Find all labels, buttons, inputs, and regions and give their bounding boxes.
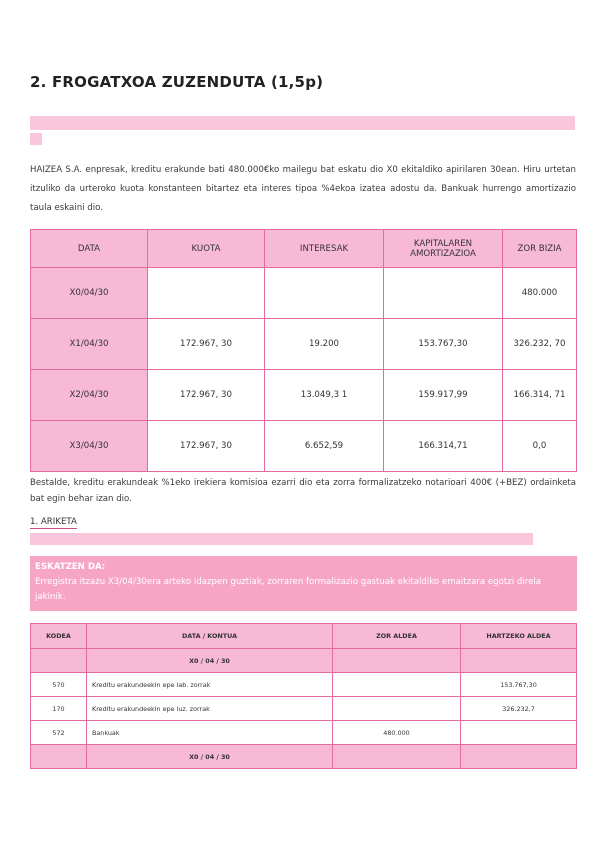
account-name: Kreditu erakundeekin epe luz. zorrak	[87, 697, 333, 721]
highlight-bar	[30, 116, 575, 130]
table-row	[31, 649, 577, 673]
exercise-label	[30, 517, 77, 527]
account-code: 572	[31, 721, 87, 745]
row-date: X2/04/30	[31, 370, 148, 421]
table-row	[31, 421, 577, 472]
debit-amount	[333, 697, 461, 721]
column-header: ZOR BIZIA	[503, 230, 577, 268]
cell-kuota: 172.967, 30	[148, 421, 265, 472]
intro-paragraph: HAIZEA S.A. enpresak, kreditu erakunde bati 480.000€ko mailegu bat eskatu dio X0 ekitaldiko apirilaren 30ean. Hiru urtetan itzuliko da urteroko kuota konstanteen bitartez eta interes tipoa %4ekoa izatea adostu da. Bankuak hurrengo amortizazio taula eskaini dio.	[30, 165, 576, 213]
column-header: HARTZEKO ALDEA	[461, 624, 577, 649]
column-header: ZOR ALDEA	[333, 624, 461, 649]
page-title: 2. FROGATXOA ZUZENDUTA (1,5p)	[30, 73, 324, 91]
account-name: Kreditu erakundeekin epe lab. zorrak	[87, 673, 333, 697]
commission-paragraph: Bestalde, kreditu erakundeak %1eko irekiera komisioa ezarri dio eta zorra formalizatzeko notarioari 400€ (+BEZ) ordainketa bat egin behar izan dio.	[30, 478, 576, 504]
journal-table	[30, 623, 577, 769]
row-date: X1/04/30	[31, 319, 148, 370]
credit-amount: 153.767,30	[461, 673, 577, 697]
entry-date: X0 / 04 / 30	[87, 745, 333, 769]
cell-kuota: 172.967, 30	[148, 319, 265, 370]
credit-amount	[461, 721, 577, 745]
cell-zor-bizia: 166.314, 71	[503, 370, 577, 421]
cell-interesak: 6.652,59	[265, 421, 384, 472]
debit-amount: 480.000	[333, 721, 461, 745]
highlight-square	[30, 133, 42, 145]
account-code: 170	[31, 697, 87, 721]
cell-kuota	[148, 268, 265, 319]
cell-amortizazioa: 153.767,30	[384, 319, 503, 370]
cell-amortizazioa	[384, 268, 503, 319]
row-date: X0/04/30	[31, 268, 148, 319]
column-header: DATA	[31, 230, 148, 268]
cell-interesak: 13.049,3 1	[265, 370, 384, 421]
table-row	[31, 370, 577, 421]
debit-amount	[333, 673, 461, 697]
table-row	[31, 745, 577, 769]
cell-interesak	[265, 268, 384, 319]
cell-zor-bizia: 0,0	[503, 421, 577, 472]
task-heading: ESKATZEN DA:	[35, 562, 106, 572]
table-row	[31, 721, 577, 745]
account-code: 570	[31, 673, 87, 697]
table-row	[31, 697, 577, 721]
cell-amortizazioa: 159.917,99	[384, 370, 503, 421]
exercise-label-text: 1. ARIKETA	[30, 517, 77, 527]
amortization-table	[30, 229, 577, 472]
cell-zor-bizia: 326.232, 70	[503, 319, 577, 370]
highlight-bar	[30, 533, 533, 545]
table-row	[31, 268, 577, 319]
table-row	[31, 673, 577, 697]
cell-zor-bizia: 480.000	[503, 268, 577, 319]
cell-kuota: 172.967, 30	[148, 370, 265, 421]
table-header-row	[31, 230, 577, 268]
column-header: KODEA	[31, 624, 87, 649]
column-header: KUOTA	[148, 230, 265, 268]
entry-date: X0 / 04 / 30	[87, 649, 333, 673]
account-name: Bankuak	[87, 721, 333, 745]
column-header: KAPITALAREN AMORTIZAZIOA	[384, 230, 503, 268]
row-date: X3/04/30	[31, 421, 148, 472]
cell-amortizazioa: 166.314,71	[384, 421, 503, 472]
cell-interesak: 19.200	[265, 319, 384, 370]
task-text: Erregistra itzazu X3/04/30era arteko idazpen guztiak, zorraren formalizazio gastuak ekitaldiko emaitzara egotzi direla jakinik.	[35, 577, 542, 602]
table-row	[31, 319, 577, 370]
column-header: DATA / KONTUA	[87, 624, 333, 649]
table-header-row	[31, 624, 577, 649]
credit-amount: 326.232,7	[461, 697, 577, 721]
column-header: INTERESAK	[265, 230, 384, 268]
